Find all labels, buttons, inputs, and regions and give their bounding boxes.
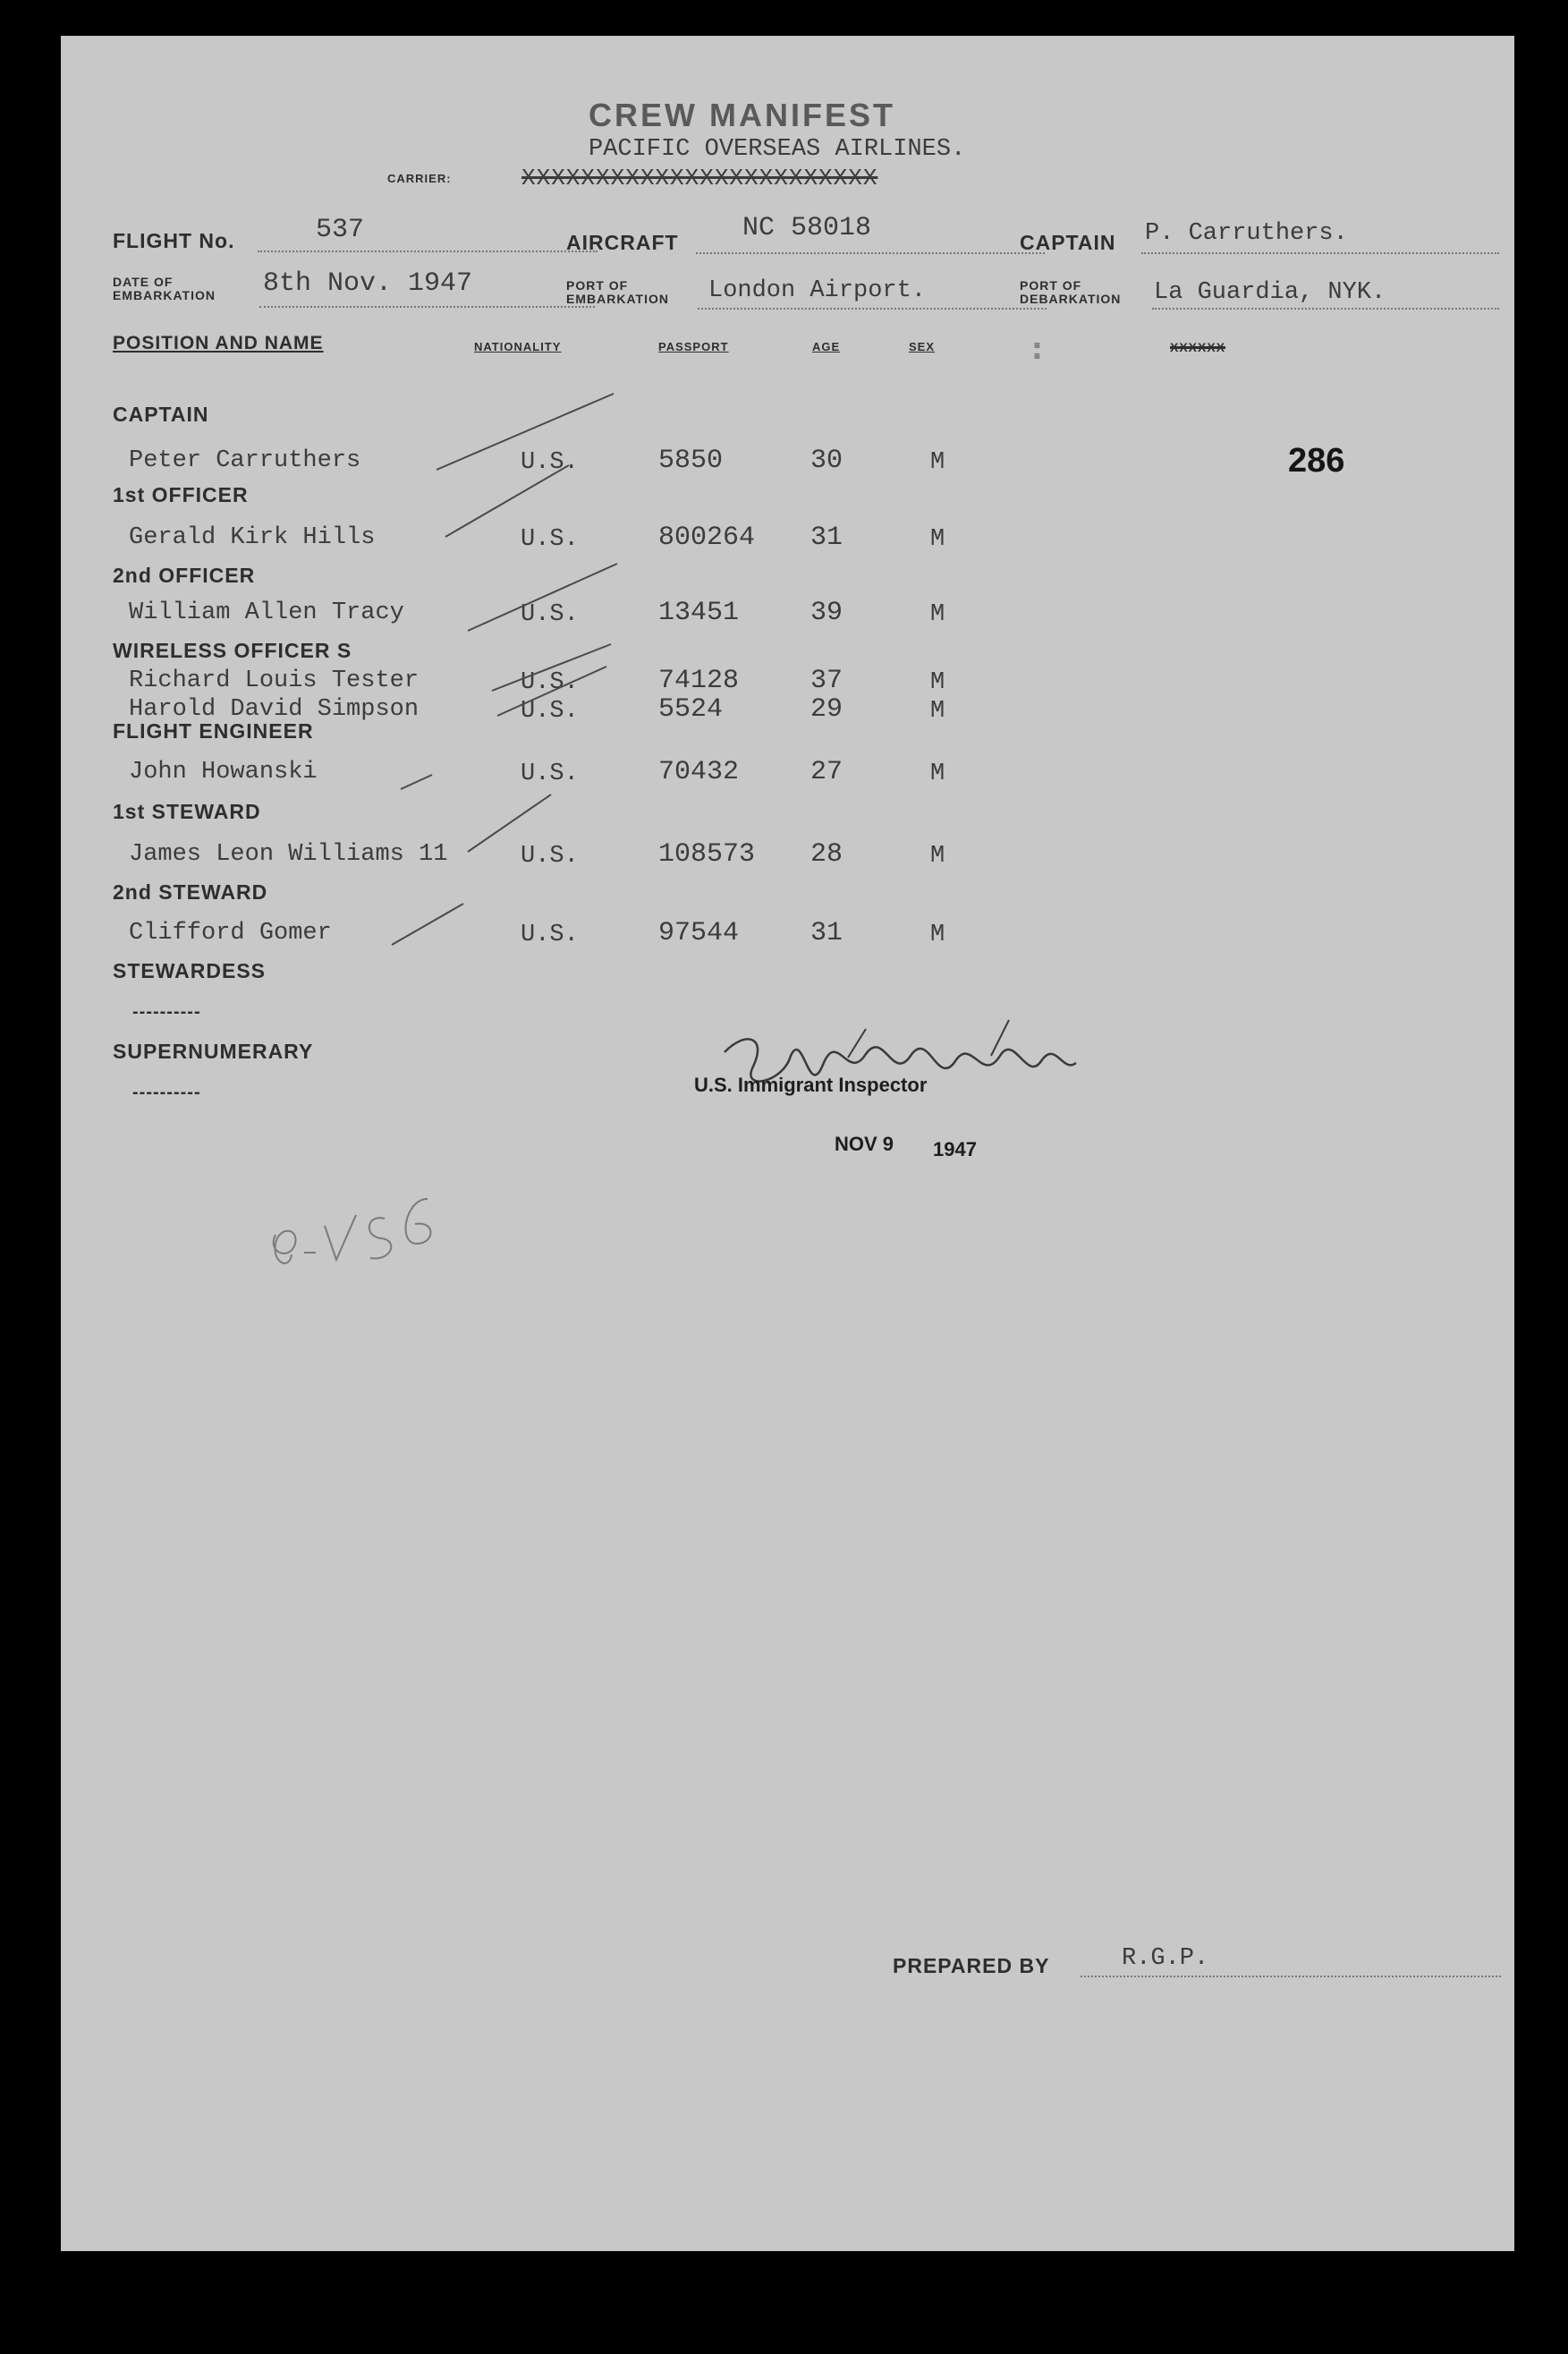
annotation-scribble <box>325 1215 356 1260</box>
crew-sex: M <box>930 669 945 696</box>
port-debarkation-value: La Guardia, NYK. <box>1154 279 1386 306</box>
crew-nationality: U.S. <box>521 449 579 476</box>
crew-sex: M <box>930 601 945 628</box>
crew-passport: 5850 <box>658 446 724 476</box>
port-embarkation-value: London Airport. <box>708 277 927 304</box>
stamp-date: NOV 9 <box>835 1133 894 1155</box>
port-dis-label-line-2: DEBARKATION <box>1020 292 1122 306</box>
date-label-line-1: DATE OF <box>113 275 174 289</box>
prepared-by-label: PREPARED BY <box>893 1954 1050 1977</box>
crew-sex: M <box>930 843 945 870</box>
crew-nationality: U.S. <box>521 922 579 948</box>
annotation-scribble <box>406 1199 431 1244</box>
check-mark <box>468 795 551 852</box>
crew-passport: 97544 <box>658 918 740 948</box>
check-mark <box>468 564 617 631</box>
crew-age: 30 <box>810 446 843 476</box>
section-stewardess: STEWARDESS <box>113 959 267 982</box>
crew-name: Harold David Simpson <box>129 696 420 723</box>
crew-sex: M <box>930 526 945 553</box>
col-struck: XXXXXX <box>1170 340 1226 354</box>
prepared-by-value: R.G.P. <box>1122 1945 1209 1972</box>
check-mark <box>492 644 611 691</box>
crew-nationality: U.S. <box>521 669 579 696</box>
crew-name: John Howanski <box>129 759 318 786</box>
stamp-year: 1947 <box>933 1138 977 1160</box>
crew-nationality: U.S. <box>521 601 579 628</box>
crew-nationality: U.S. <box>521 843 579 870</box>
inspector-stamp-title: U.S. Immigrant Inspector <box>694 1074 928 1096</box>
section-second-steward: 2nd STEWARD <box>113 880 268 904</box>
aircraft-label: AIRCRAFT <box>566 231 679 254</box>
document-title: CREW MANIFEST <box>589 97 895 133</box>
stewardess-blank: ---------- <box>132 1002 201 1022</box>
section-first-steward: 1st STEWARD <box>113 800 261 823</box>
date-label-line-2: EMBARKATION <box>113 288 216 302</box>
check-mark <box>497 667 606 716</box>
col-passport: PASSPORT <box>658 340 729 353</box>
flight-no-label: FLIGHT No. <box>113 229 235 252</box>
crew-sex: M <box>930 698 945 725</box>
annotation-scribble <box>274 1231 296 1263</box>
crew-age: 29 <box>810 694 843 725</box>
crew-sex: M <box>930 922 945 948</box>
captain-value: P. Carruthers. <box>1145 220 1348 247</box>
section-supernumerary: SUPERNUMERARY <box>113 1040 314 1063</box>
supernumerary-blank: ---------- <box>132 1083 201 1102</box>
crew-nationality: U.S. <box>521 526 579 553</box>
check-mark <box>436 394 614 470</box>
col-sex: SEX <box>909 340 936 353</box>
crew-nationality: U.S. <box>521 698 579 725</box>
section-second-officer: 2nd OFFICER <box>113 564 256 587</box>
col-age: AGE <box>812 340 841 353</box>
crew-passport: 74128 <box>658 666 740 696</box>
crew-passport: 5524 <box>658 694 724 725</box>
crew-passport: 800264 <box>658 523 756 553</box>
crew-age: 31 <box>810 523 843 553</box>
crew-nationality: U.S. <box>521 761 579 787</box>
carrier-label: CARRIER: <box>387 172 452 185</box>
crew-age: 39 <box>810 598 843 628</box>
crew-age: 37 <box>810 666 843 696</box>
section-first-officer: 1st OFFICER <box>113 483 249 506</box>
aircraft-value: NC 58018 <box>742 213 872 243</box>
manifest-sheet <box>61 36 1514 2251</box>
crew-name: William Allen Tracy <box>129 599 404 626</box>
crew-name: James Leon Williams 11 <box>129 841 448 868</box>
crew-passport: 108573 <box>658 839 756 870</box>
carrier-struck-text: XXXXXXXXXXXXXXXXXXXXXXXX <box>521 165 878 191</box>
check-mark <box>392 904 463 945</box>
crew-name: Clifford Gomer <box>129 920 332 947</box>
date-value: 8th Nov. 1947 <box>263 268 473 299</box>
flight-no-value: 537 <box>316 215 365 245</box>
crew-age: 28 <box>810 839 843 870</box>
crew-passport: 70432 <box>658 757 740 787</box>
handwriting-layer <box>61 36 1514 2251</box>
prepared-by-line <box>1081 1976 1501 1977</box>
crew-name: Peter Carruthers <box>129 447 361 474</box>
crew-name: Gerald Kirk Hills <box>129 524 376 551</box>
port-dis-label-line-1: PORT OF <box>1020 278 1082 293</box>
crew-sex: M <box>930 449 945 476</box>
section-flight-engineer: FLIGHT ENGINEER <box>113 719 314 743</box>
crew-passport: 13451 <box>658 598 740 628</box>
col-struck-vertical: ≡ ≡ <box>1034 339 1042 362</box>
crew-name: Richard Louis Tester <box>129 667 420 694</box>
annotation-scribble <box>369 1218 391 1258</box>
port-emb-label-line-1: PORT OF <box>566 278 629 293</box>
carrier-value: PACIFIC OVERSEAS AIRLINES. <box>589 136 966 163</box>
crew-age: 31 <box>810 918 843 948</box>
crew-sex: M <box>930 761 945 787</box>
port-emb-label-line-2: EMBARKATION <box>566 292 669 306</box>
page-number: 286 <box>1288 442 1345 480</box>
captain-label: CAPTAIN <box>1020 231 1116 254</box>
signature-stroke <box>848 1029 866 1058</box>
check-mark <box>401 775 432 789</box>
section-captain: CAPTAIN <box>113 403 209 426</box>
col-nationality: NATIONALITY <box>474 340 562 353</box>
crew-age: 27 <box>810 757 843 787</box>
col-position-name: POSITION AND NAME <box>113 333 324 353</box>
section-wireless: WIRELESS OFFICER S <box>113 639 352 662</box>
check-mark <box>445 465 569 537</box>
